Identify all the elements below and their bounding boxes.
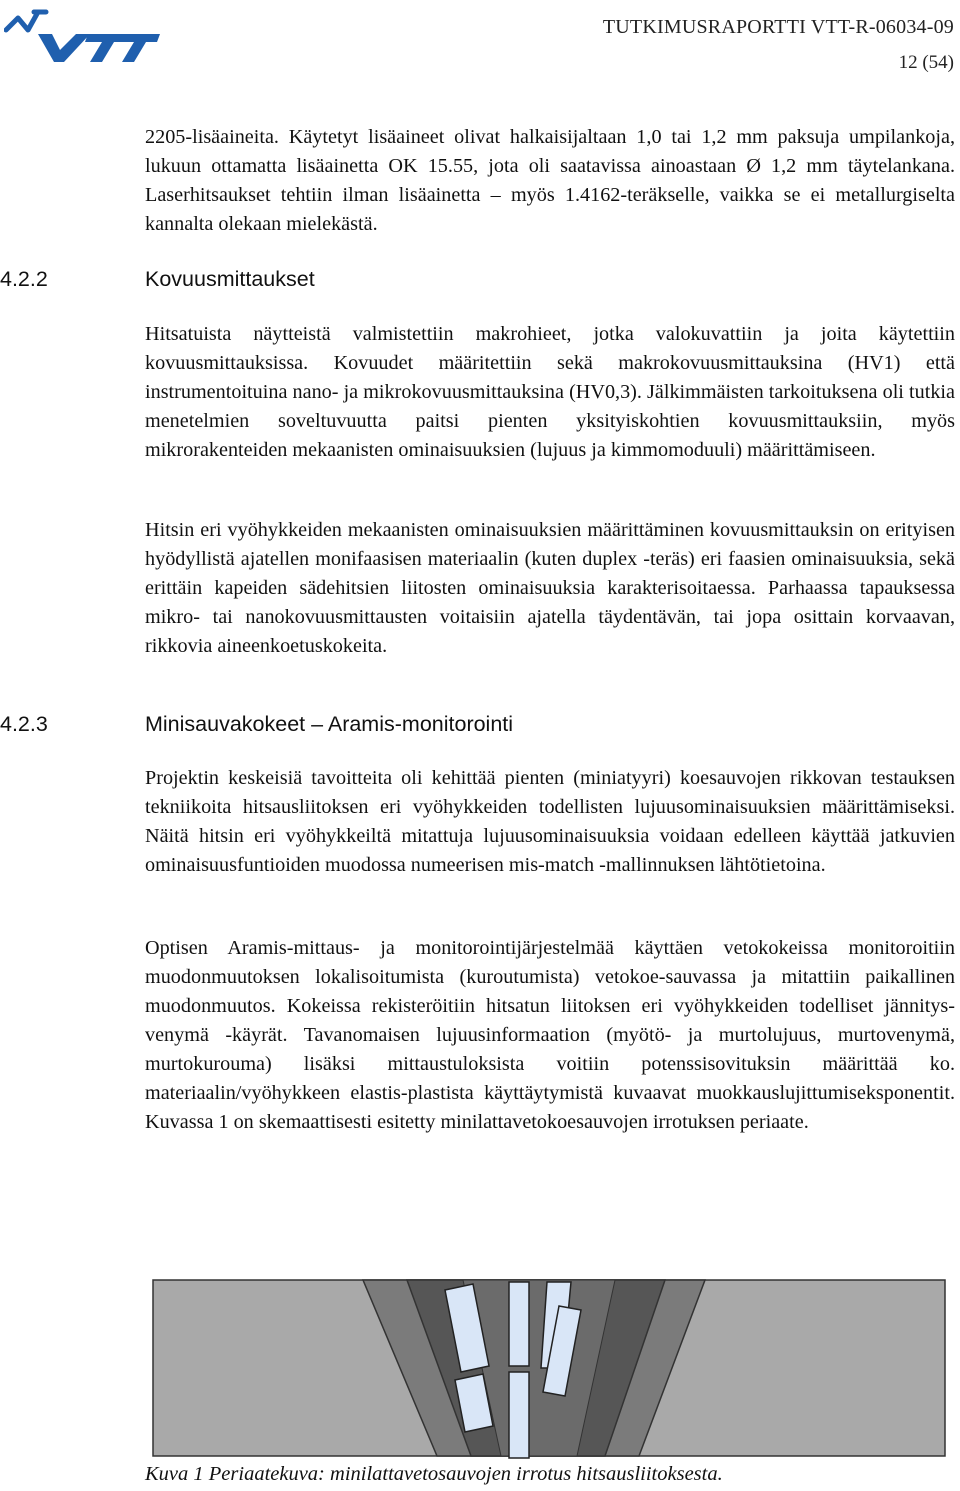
weld-specimen-figure (145, 1276, 953, 1460)
paragraph-filler-materials: 2205-lisäaineita. Käytetyt lisäaineet olivat halkaisijaltaan 1,0 tai 1,2 mm paksuja umpilankoja, lukuun ottamatta lisäainetta OK 15.55, jota oli saatavissa ainoastaan Ø 1,2 mm täytelankana. Laserhitsaukset tehtiin ilman lisäainetta – myös 1.4162-teräkselle, vaikka se ei metallurgiselta kannalta olekaan mielekästä. (145, 126, 955, 235)
specimen-center-lower (509, 1372, 529, 1458)
section-title: Kovuusmittaukset (145, 267, 315, 291)
vtt-logo-icon (4, 6, 160, 64)
weld-cross-section-diagram (145, 1276, 953, 1460)
paragraph-hardness-benefits: Hitsin eri vyöhykkeiden mekaanisten ominaisuuksien määrittäminen kovuusmittauksin on erityisen hyödyllistä ajatellen monifaasisen materiaalin (kuten duplex -teräs) eri faasien ominaisuuksia, sekä erittäin kapeiden sädehitsien liitosten ominaisuuksia karakterisoitaessa. Parhaassa tapauksessa mikro- tai nanokovuusmittausten voitaisiin ajatella täydentävän, tai jopa osittain korvaavan, rikkovia aineenkoetuskokeita. (145, 519, 955, 657)
page-number: 12 (54) (898, 52, 954, 73)
section-number: 4.2.3 (0, 712, 48, 736)
paragraph-project-goals: Projektin keskeisiä tavoitteita oli kehittää pienten (miniatyyri) koesauvojen rikkovan testauksen tekniikoita hitsausliitoksen eri vyöhykkeiden todellisten lujuusominaisuuksien määrittämiseksi. Näitä hitsin eri vyöhykkeiltä mitattuja lujuusominaisuuksia voidaan edelleen käyttää jatkuvien ominaisuusfuntioiden muodossa numeerisen mis-match -mallinnuksen lähtötietoina. (145, 767, 955, 876)
report-id: TUTKIMUSRAPORTTI VTT-R-06034-09 (602, 16, 954, 38)
paragraph-aramis: Optisen Aramis-mittaus- ja monitorointijärjestelmää käyttäen vetokokeissa monitoroitiin muodonmuutoksen lokalisoitumista (kuroutumista) vetokoe-sauvassa ja mitattiin paikallinen muodonmuutos. Kokeissa rekisteröitiin hitsatun liitoksen eri vyöhykkeiden todelliset jännitys-venymä -käyrät. Tavanomaisen lujuusinformaation (myötö- ja murtolujuus, murtovenymä, murtokurouma) lisäksi mittaustuloksista voitiin potenssisovituksin määrittää ko. materiaalin/vyöhykkeen elastis-plastista käyttäytymistä kuvaavat muokkauslujittumiseksponentit. Kuvassa 1 on skemaattisesti esitetty minilattavetokoesauvojen irrotuksen periaate. (145, 937, 955, 1133)
figure-caption: Kuva 1 Periaatekuva: minilattavetosauvojen irrotus hitsausliitoksesta. (145, 1463, 723, 1485)
specimen-center-upper (509, 1282, 529, 1366)
section-number: 4.2.2 (0, 267, 48, 291)
paragraph-hardness-methods: Hitsatuista näytteistä valmistettiin makrohieet, jotka valokuvattiin ja joita käytettiin kovuusmittauksissa. Kovuudet määritettiin sekä makrokovuusmittauksina (HV1) että instrumentoituina nano- ja mikrokovuusmittauksina (HV0,3). Jälkimmäisten tarkoituksena oli tutkia menetelmien soveltuvuutta paitsi pienten yksityiskohtien kovuusmittauksiin, myös mikrorakenteiden mekaanisten ominaisuuksien (lujuus ja kimmomoduuli) määrittämiseen. (145, 323, 955, 461)
section-title: Minisauvakokeet – Aramis-monitorointi (145, 712, 514, 736)
vtt-logo (4, 6, 160, 64)
